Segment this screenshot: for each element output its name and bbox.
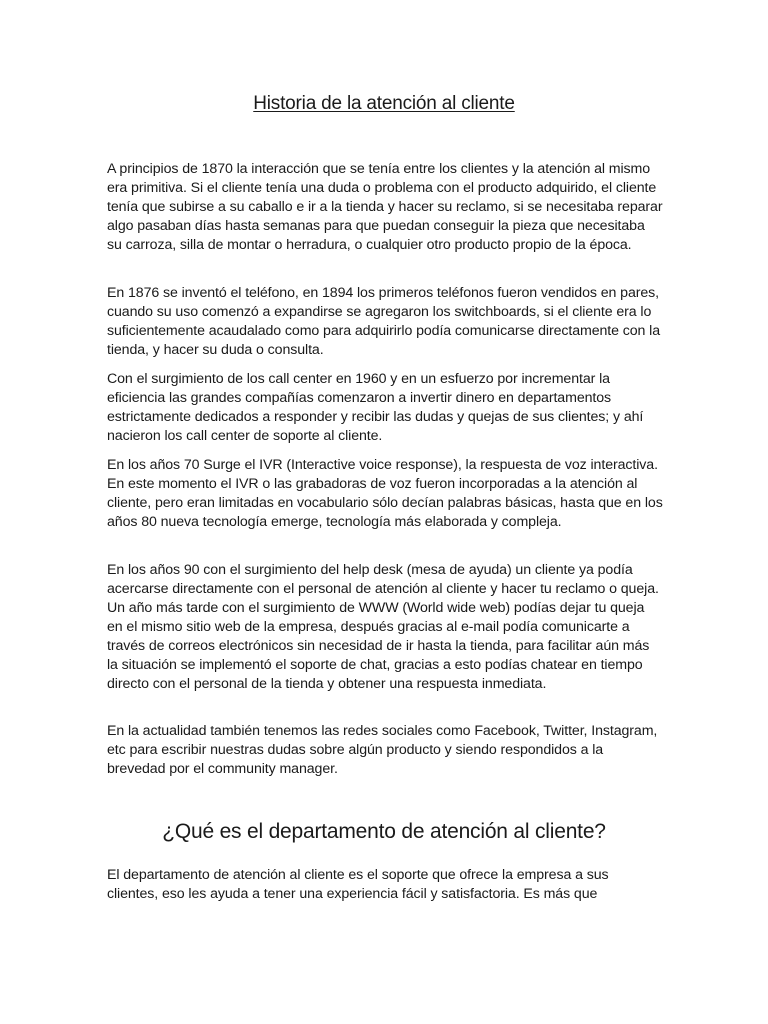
paragraph-call-center: Con el surgimiento de los call center en 1960 y en un esfuerzo por incrementar la eficiencia las grandes compañías comenzaron a invertir dinero en departamentos estrictamente dedicados a responder y recibir las dudas y quejas de sus clientes; y ahí nacieron los call center de soporte al cliente.	[107, 371, 644, 444]
paragraph-ivr: En los años 70 Surge el IVR (Interactive voice response), la respuesta de voz interactiva. En este momento el IVR o las grabadoras de voz fueron incorporadas a la atención al cliente, pero eran limitadas en vocabulario sólo decían palabras básicas, hasta que en los años 80 nueva tecnología emerge, tecnología más elaborada y compleja.	[107, 457, 663, 530]
paragraph-help-desk: En los años 90 con el surgimiento del help desk (mesa de ayuda) un cliente ya podía acercarse directamente con el personal de atención al cliente y hacer tu reclamo o queja. Un año más tarde con el surgimiento de WWW (World wide web) podías dejar tu queja en el mismo sitio web de la empresa, después gracias al e-mail podía comunicarte a través de correos electrónicos sin necesidad de ir hasta la tienda, para facilitar aún más la situación se implementó el soporte de chat, gracias a esto podías chatear en tiempo directo con el personal de la tienda y obtener una respuesta inmediata.	[107, 562, 659, 692]
paragraph-redes-sociales: En la actualidad también tenemos las redes sociales como Facebook, Twitter, Instagram, etc para escribir nuestras dudas sobre algún producto y siendo respondidos a la brevedad por el community manager.	[107, 723, 658, 777]
paragraph-departamento: El departamento de atención al cliente es el soporte que ofrece la empresa a sus clientes, eso les ayuda a tener una experiencia fácil y satisfactoria. Es más que	[107, 867, 609, 902]
page-title: Historia de la atención al cliente	[253, 93, 515, 114]
paragraph-telefono: En 1876 se inventó el teléfono, en 1894 los primeros teléfonos fueron vendidos en pares, cuando su uso comenzó a expandirse se agregaron los switchboards, si el cliente era lo suficientemente acaudalado como para adquirirlo podía comunicarse directamente con la tienda, y hacer su duda o consulta.	[107, 285, 661, 358]
section-heading: ¿Qué es el departamento de atención al cliente?	[162, 820, 606, 843]
paragraph-1870: A principios de 1870 la interacción que se tenía entre los clientes y la atención al mismo era primitiva. Si el cliente tenía una duda o problema con el producto adquirido, el cliente tenía que subirse a su caballo e ir a la tienda y hacer su reclamo, si se necesitaba reparar algo pasaban días hasta semanas para que puedan conseguir la pieza que necesitaba su carroza, silla de montar o herradura, o cualquier otro producto propio de la época.	[107, 161, 663, 253]
